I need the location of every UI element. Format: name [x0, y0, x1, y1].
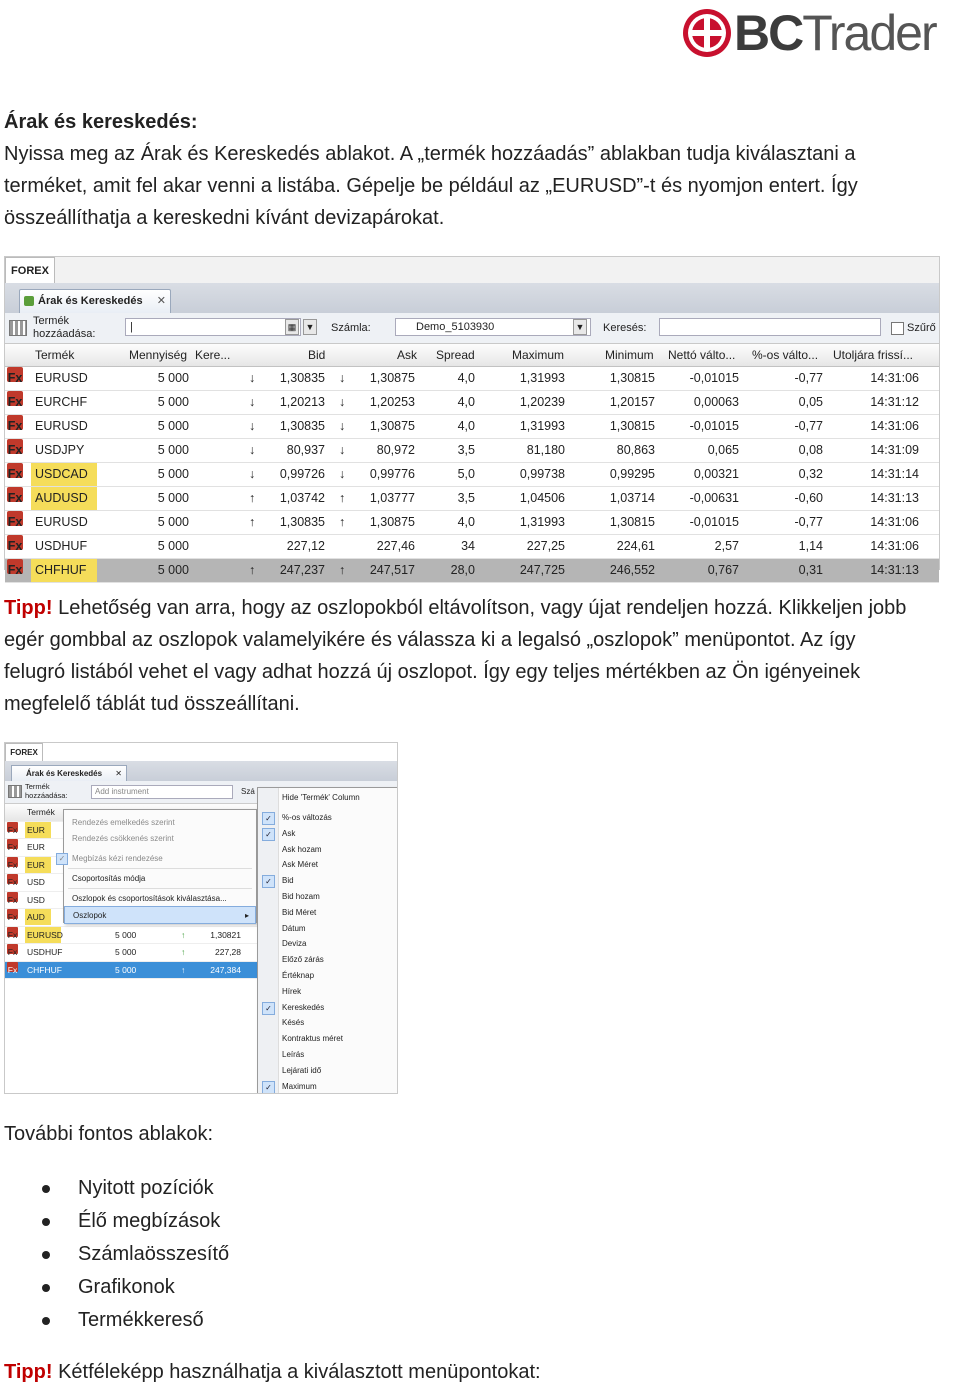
table-row[interactable]: [5, 439, 939, 463]
cell-max: 1,31993: [519, 515, 565, 529]
forex-icon: Fx: [7, 857, 18, 867]
context-menu-item[interactable]: [58, 850, 256, 868]
column-header[interactable]: %-os válto...: [752, 348, 819, 362]
down-arrow-icon: ↓: [249, 443, 256, 457]
cell-time: 14:31:06: [870, 419, 919, 433]
list-item: Számlaösszesítő: [0, 1238, 229, 1271]
up-arrow-icon: ↑: [249, 563, 256, 577]
cell-spread: 4,0: [457, 419, 475, 433]
tab-strip: [5, 761, 397, 781]
cell-net: -0,00631: [689, 491, 739, 505]
bullet-icon: [42, 1251, 50, 1259]
table-row[interactable]: [5, 415, 939, 439]
column-header[interactable]: Nettó válto...: [668, 348, 736, 362]
cell-ask: 227,46: [376, 539, 415, 553]
account-label: Szá: [241, 787, 255, 796]
up-arrow-icon: ↑: [249, 491, 256, 505]
cell-net: -0,01015: [689, 515, 739, 529]
cell-pct: -0,77: [794, 371, 823, 385]
up-arrow-icon: ↑: [181, 947, 186, 957]
tip-text: Lehetőség van arra, hogy az oszlopokból eltávolítson, vagy újat rendeljen hozzá. Klikkeljen jobb: [52, 597, 907, 619]
tab-strip: [5, 283, 939, 313]
windows-list: [0, 1172, 229, 1337]
cell-qty: 5 000: [157, 491, 189, 505]
cell-symbol: EUR: [27, 842, 45, 852]
cell-spread: 34: [461, 539, 475, 553]
forex-icon: Fx: [7, 909, 18, 919]
cell-time: 14:31:12: [870, 395, 919, 409]
add-product-input[interactable]: |: [125, 318, 301, 336]
down-arrow-icon: ↓: [249, 467, 256, 481]
cell-max: 247,725: [519, 563, 565, 577]
cell-pct: 0,32: [798, 467, 823, 481]
cell-bid: 1,30835: [279, 515, 325, 529]
column-option[interactable]: Bid Méret: [282, 907, 317, 917]
cell-qty: 5 000: [157, 467, 189, 481]
cell-ask: 247,517: [369, 563, 415, 577]
cell-net: 0,767: [707, 563, 739, 577]
cell-max: 1,31993: [519, 419, 565, 433]
cell-min: 0,99295: [609, 467, 655, 481]
column-option[interactable]: Ask hozam: [282, 844, 322, 854]
logo-trader: Trader: [802, 5, 936, 61]
tip-text: Kétféleképp használhatja a kiválasztott menüpontokat:: [52, 1361, 541, 1383]
cell-net: -0,01015: [689, 419, 739, 433]
instrument-picker-icon[interactable]: ▦: [285, 319, 299, 335]
forex-icon: Fx: [7, 511, 23, 526]
cell-ask: 1,30875: [369, 419, 415, 433]
cell-ask: 1,30875: [369, 515, 415, 529]
paragraph-line: megfelelő táblát tud összeállítani.: [4, 693, 300, 715]
cell-time: 14:31:06: [870, 539, 919, 553]
cell-symbol: EUR: [27, 824, 45, 835]
cell-min: 224,61: [616, 539, 655, 553]
cell-net: 0,00063: [693, 395, 739, 409]
forex-icon: Fx: [7, 391, 23, 406]
column-option[interactable]: Hírek: [282, 986, 302, 996]
cell-symbol: CHFHUF: [35, 563, 87, 577]
column-option[interactable]: Maximum: [282, 1081, 317, 1091]
cell-max: 1,04506: [519, 491, 565, 505]
table-row[interactable]: [5, 463, 939, 487]
cell-symbol: EURUSD: [35, 419, 88, 433]
cell-qty: 5 000: [157, 443, 189, 457]
down-arrow-icon: ↓: [339, 395, 346, 409]
cell-net: -0,01015: [689, 371, 739, 385]
cell-qty: 5 000: [157, 539, 189, 553]
table-row[interactable]: [5, 535, 939, 559]
cell-pct: -0,60: [794, 491, 823, 505]
cell-symbol: EURCHF: [35, 395, 88, 409]
down-arrow-icon: ↓: [249, 419, 256, 433]
cell-symbol: USD: [27, 877, 45, 887]
cell-time: 14:31:13: [870, 491, 919, 505]
bullet-icon: [42, 1218, 50, 1226]
cell-symbol: USDHUF: [35, 539, 88, 553]
column-option[interactable]: Kontraktus méret: [282, 1034, 343, 1044]
cell-time: 14:31:09: [870, 443, 919, 457]
column-header[interactable]: Mennyiség: [129, 348, 188, 362]
cell-time: 14:31:14: [870, 467, 919, 481]
add-product-label-2: hozzáadása:: [33, 328, 96, 340]
cell-pct: -0,77: [794, 419, 823, 433]
cell-max: 81,180: [526, 443, 565, 457]
cell-bid: 1,20213: [279, 395, 325, 409]
context-menu-item-label: Oszlopok: [73, 911, 107, 920]
cell-min: 1,03714: [609, 491, 655, 505]
close-icon[interactable]: ✕: [156, 295, 166, 307]
up-arrow-icon: ↑: [339, 515, 346, 529]
cell-pct: -0,77: [794, 515, 823, 529]
cell-net: 2,57: [714, 539, 739, 553]
chevron-down-icon[interactable]: ▼: [573, 319, 587, 335]
cell-bid: 227,28: [215, 947, 241, 957]
column-option[interactable]: Dátum: [282, 923, 306, 933]
table-row[interactable]: [5, 559, 939, 583]
tip-paragraph-line: [4, 1356, 541, 1388]
cell-min: 1,30815: [609, 371, 655, 385]
bullet-icon: [42, 1284, 50, 1292]
checkbox-checked-icon[interactable]: ✓: [262, 1002, 275, 1015]
grid-body: [5, 367, 939, 583]
paragraph-line: egér gombbal az oszlopok valamelyikére és válassza ki a legalsó „oszlopok” menüpontot. Az így: [4, 629, 856, 651]
add-product-label-1: Termék: [33, 315, 70, 327]
toolbar: [5, 313, 939, 344]
prices-grid: [5, 344, 939, 583]
forex-icon: Fx: [7, 487, 23, 502]
column-option[interactable]: Lejárati idő: [282, 1065, 322, 1075]
add-product-label-1: Termék: [25, 782, 50, 791]
bullet-icon: [42, 1317, 50, 1325]
cell-bid: 0,99726: [279, 467, 325, 481]
cell-bid: 1,30821: [210, 929, 241, 940]
context-menu-item-label: Rendezés emelkedés szerint: [72, 818, 175, 827]
checkbox-checked-icon[interactable]: ✓: [262, 1081, 275, 1094]
cell-qty: 5 000: [115, 964, 137, 975]
forex-icon: Fx: [7, 439, 23, 454]
forex-icon: Fx: [7, 962, 18, 972]
cell-symbol: USDHUF: [27, 947, 63, 957]
tip-label: Tipp!: [4, 597, 53, 619]
cell-symbol: EURUSD: [35, 515, 88, 529]
filter-label: Szűrő: [907, 322, 936, 334]
down-arrow-icon: ↓: [249, 395, 256, 409]
column-option[interactable]: Deviza: [282, 939, 307, 949]
up-arrow-icon: ↑: [181, 964, 186, 975]
cell-ask: 80,972: [376, 443, 415, 457]
tip-paragraph-line: [4, 592, 906, 624]
cell-max: 1,31993: [519, 371, 565, 385]
cell-pct: 1,14: [798, 539, 823, 553]
cell-qty: 5 000: [157, 515, 189, 529]
account-label: Számla:: [331, 322, 371, 334]
context-menu-item-label: Oszlopok és csoportosítások kiválasztása...: [72, 894, 227, 903]
cell-net: 0,00321: [693, 467, 739, 481]
cell-symbol: EURUSD: [35, 371, 88, 385]
cell-net: 0,065: [707, 443, 739, 457]
list-item: Grafikonok: [0, 1271, 229, 1304]
tip-label: Tipp!: [4, 1361, 53, 1383]
checkmark-icon: ✓: [56, 853, 68, 865]
cell-symbol: AUDUSD: [35, 491, 88, 505]
up-arrow-icon: ↑: [249, 515, 256, 529]
forex-icon: Fx: [7, 415, 23, 430]
context-menu-item[interactable]: [64, 870, 256, 888]
column-header[interactable]: Bid: [308, 348, 326, 362]
paragraph-line: felugró listából vehet el vagy adhat hozzá új oszlopot. Így egy teljes mértékben az Ön igényeinek: [4, 661, 861, 683]
table-row[interactable]: [5, 391, 939, 415]
checkbox-checked-icon[interactable]: ✓: [262, 875, 275, 888]
grid-icon[interactable]: [9, 320, 27, 336]
cell-pct: 0,08: [798, 443, 823, 457]
tab-prices-trading[interactable]: [19, 289, 171, 313]
bullet-icon: [42, 1185, 50, 1193]
column-header[interactable]: Kere...: [195, 348, 231, 362]
chevron-right-icon: ▸: [244, 911, 249, 920]
column-option[interactable]: Bid hozam: [282, 892, 320, 901]
search-input[interactable]: [659, 318, 881, 336]
cell-spread: 5,0: [457, 467, 475, 481]
prices-window-screenshot: [4, 256, 940, 577]
context-menu-item-label: Megbízás kézi rendezése: [72, 854, 163, 863]
menu-divider: [68, 868, 252, 869]
cell-ask: 1,30875: [369, 371, 415, 385]
cell-pct: 0,31: [798, 563, 823, 577]
cell-spread: 4,0: [457, 371, 475, 385]
cell-min: 1,20157: [609, 395, 655, 409]
table-row[interactable]: [5, 944, 259, 962]
grid-icon[interactable]: [8, 785, 22, 798]
down-arrow-icon: ↓: [339, 443, 346, 457]
up-arrow-icon: ↑: [181, 929, 186, 940]
table-row[interactable]: [5, 367, 939, 391]
column-header[interactable]: Minimum: [605, 348, 654, 362]
cell-symbol: USDCAD: [35, 467, 88, 481]
cell-symbol: USD: [27, 894, 45, 905]
down-arrow-icon: ↓: [249, 371, 256, 385]
cell-qty: 5 000: [157, 395, 189, 409]
menu-divider: [68, 888, 252, 889]
checkbox-checked-icon[interactable]: ✓: [262, 828, 275, 841]
cell-symbol: AUD: [27, 912, 45, 922]
context-menu-item[interactable]: [64, 906, 256, 924]
context-menu-item-label: Rendezés csökkenés szerint: [72, 834, 174, 843]
down-arrow-icon: ↓: [339, 371, 346, 385]
filter-checkbox[interactable]: [891, 322, 904, 335]
columns-menu-screenshot: [4, 742, 398, 1094]
table-row[interactable]: [5, 927, 259, 945]
column-header[interactable]: Termék: [35, 348, 75, 362]
table-row[interactable]: [5, 962, 259, 980]
column-header[interactable]: Utoljára frissí...: [833, 348, 914, 362]
cell-bid: 80,937: [286, 443, 325, 457]
section-heading-other-windows: További fontos ablakok:: [4, 1123, 214, 1145]
column-option[interactable]: %-os változás: [282, 813, 332, 822]
cell-time: 14:31:06: [870, 371, 919, 385]
context-menu-item-label: Csoportosítás módja: [72, 874, 146, 883]
grid-header: [5, 344, 939, 367]
forex-icon: Fx: [7, 822, 18, 832]
cell-min: 1,30815: [609, 515, 655, 529]
cell-qty: 5 000: [157, 563, 189, 577]
forex-icon: Fx: [7, 839, 18, 849]
cell-max: 0,99738: [519, 467, 565, 481]
cell-ask: 0,99776: [369, 467, 415, 481]
account-select[interactable]: Demo_5103930: [395, 318, 591, 336]
cell-bid: 247,384: [210, 964, 241, 975]
context-menu-item[interactable]: [64, 830, 256, 848]
forex-icon: Fx: [7, 559, 23, 574]
column-option[interactable]: Leírás: [282, 1050, 305, 1059]
forex-icon: Fx: [7, 944, 18, 954]
cell-min: 1,30815: [609, 419, 655, 433]
cell-spread: 3,5: [457, 491, 475, 505]
section-heading-prices: Árak és kereskedés:: [4, 111, 198, 133]
cell-max: 227,25: [526, 539, 565, 553]
checkbox-checked-icon[interactable]: ✓: [262, 812, 275, 825]
forex-icon: Fx: [7, 463, 23, 478]
up-arrow-icon: ↑: [339, 563, 346, 577]
column-option[interactable]: Ask: [282, 828, 296, 838]
search-label: Keresés:: [603, 322, 647, 334]
cell-time: 14:31:13: [870, 563, 919, 577]
forex-icon: Fx: [7, 874, 18, 884]
logo-bc: BC: [734, 5, 803, 61]
bctrader-logo: [682, 6, 958, 60]
cell-spread: 4,0: [457, 515, 475, 529]
cell-bid: 1,03742: [279, 491, 325, 505]
prices-tab-icon: [24, 296, 34, 306]
down-arrow-icon: ↓: [339, 419, 346, 433]
cell-qty: 5 000: [115, 947, 137, 957]
cell-pct: 0,05: [798, 395, 823, 409]
column-header[interactable]: Maximum: [512, 348, 565, 362]
cell-min: 80,863: [616, 443, 655, 457]
add-product-label-2: hozzáadása:: [25, 791, 68, 800]
list-item: Termékkereső: [0, 1304, 229, 1337]
column-option[interactable]: Késés: [282, 1018, 305, 1028]
cell-bid: 1,30835: [279, 371, 325, 385]
cell-symbol: EURUSD: [27, 929, 63, 940]
column-option[interactable]: Ask Méret: [282, 860, 319, 870]
chevron-down-icon[interactable]: ▼: [303, 319, 317, 335]
column-context-menu: [58, 809, 257, 923]
tab-forex[interactable]: FOREX: [5, 743, 43, 762]
cell-qty: 5 000: [157, 419, 189, 433]
table-row[interactable]: [5, 511, 939, 535]
forex-icon: Fx: [7, 892, 18, 902]
cell-qty: 5 000: [115, 929, 137, 940]
column-option[interactable]: Bid: [282, 876, 294, 886]
tab-prices-trading[interactable]: [11, 765, 127, 781]
bctrader-logo-icon: [682, 7, 732, 59]
paragraph-line: összeállíthatja a kereskedni kívánt devizapárokat.: [4, 207, 445, 229]
close-icon[interactable]: ✕: [115, 769, 122, 778]
cell-time: 14:31:06: [870, 515, 919, 529]
forex-icon: Fx: [7, 367, 23, 382]
tab-prices-trading-label: Árak és Kereskedés: [26, 769, 103, 778]
list-item: Nyitott pozíciók: [0, 1172, 229, 1205]
cell-max: 1,20239: [519, 395, 565, 409]
hide-column-item[interactable]: Hide 'Termék' Column: [282, 793, 360, 802]
forex-icon: Fx: [7, 535, 23, 550]
cell-min: 246,552: [609, 563, 655, 577]
cell-bid: 227,12: [286, 539, 325, 553]
paragraph-line: terméket, amit fel akar venni a listába. Gépelje be például az „EURUSD”-t és nyomjon entert. Így: [4, 175, 858, 197]
cell-spread: 28,0: [450, 563, 475, 577]
up-arrow-icon: ↑: [339, 491, 346, 505]
cell-spread: 4,0: [457, 395, 475, 409]
forex-icon: Fx: [7, 927, 18, 937]
add-product-input[interactable]: Add instrument: [91, 785, 233, 799]
column-header[interactable]: Spread: [436, 348, 475, 362]
cell-symbol: USDJPY: [35, 443, 85, 457]
tab-prices-trading-label: Árak és Kereskedés: [38, 295, 143, 307]
column-header[interactable]: Termék: [27, 807, 55, 817]
cell-ask: 1,20253: [369, 395, 415, 409]
list-item: Élő megbízások: [0, 1205, 229, 1238]
columns-submenu: [257, 787, 398, 1094]
column-option[interactable]: Értéknap: [282, 971, 315, 980]
cell-symbol: EUR: [27, 859, 45, 870]
cell-bid: 247,237: [279, 563, 325, 577]
paragraph-line: Nyissa meg az Árak és Kereskedés ablakot. A „termék hozzáadás” ablakban tudja kiválasztani a: [4, 143, 856, 165]
column-header[interactable]: Ask: [397, 348, 418, 362]
down-arrow-icon: ↓: [339, 467, 346, 481]
cell-bid: 1,30835: [279, 419, 325, 433]
tab-forex[interactable]: FOREX: [5, 257, 55, 284]
cell-ask: 1,03777: [369, 491, 415, 505]
column-option[interactable]: Kereskedés: [282, 1002, 325, 1012]
cell-qty: 5 000: [157, 371, 189, 385]
table-row[interactable]: [5, 487, 939, 511]
cell-symbol: CHFHUF: [27, 964, 62, 975]
column-option[interactable]: Előző zárás: [282, 955, 324, 965]
cell-spread: 3,5: [457, 443, 475, 457]
